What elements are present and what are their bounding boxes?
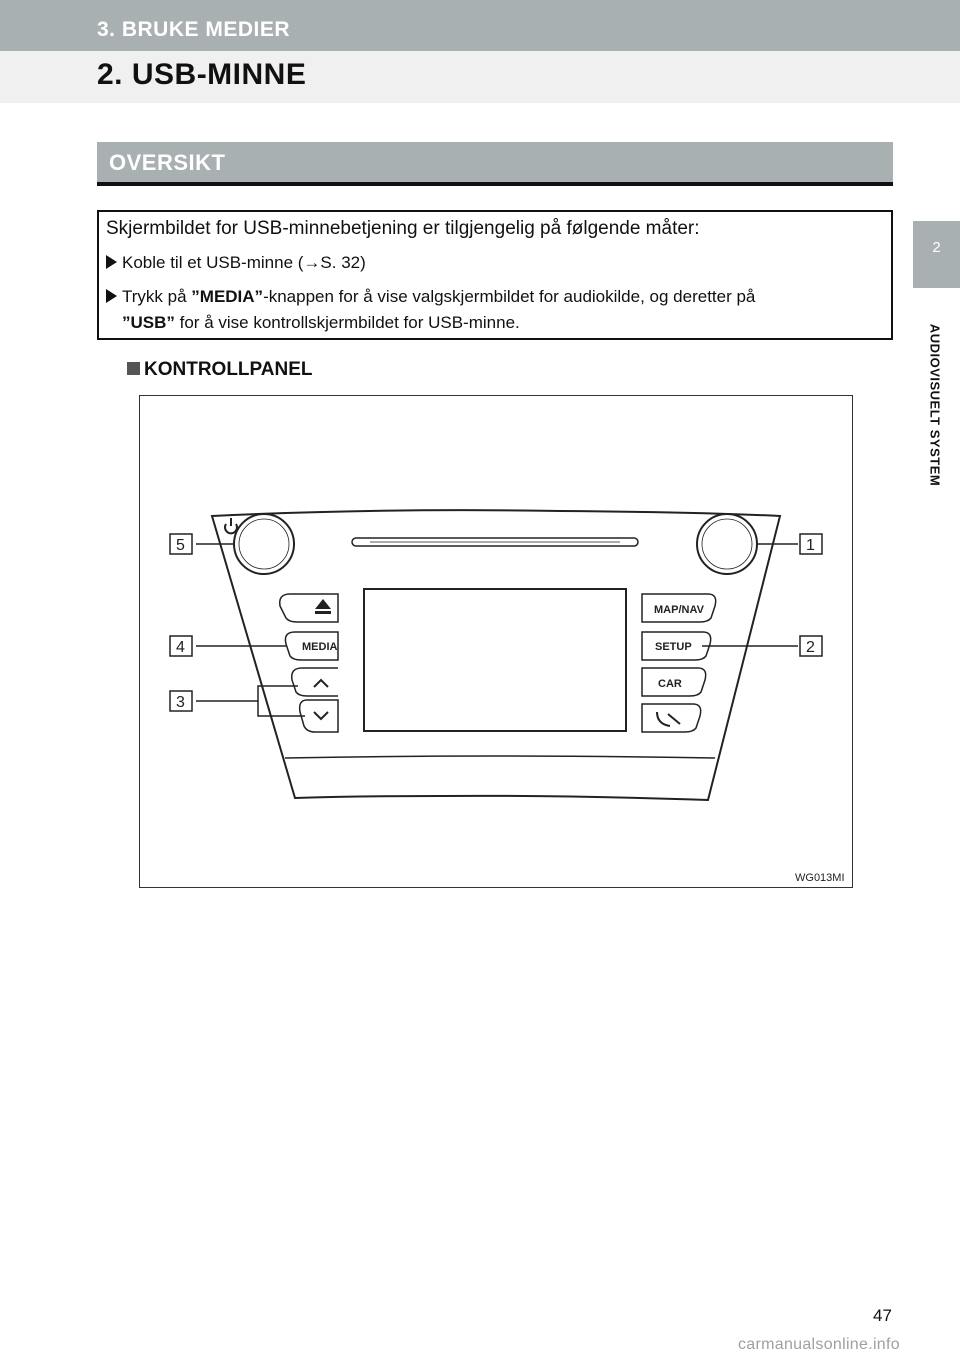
setup-button-label: SETUP (655, 641, 692, 653)
section-title: OVERSIKT (109, 150, 226, 175)
bullet-triangle-icon (106, 255, 117, 269)
control-panel-illustration (140, 396, 852, 887)
watermark: carmanualsonline.info (738, 1336, 900, 1353)
overview-box (97, 210, 893, 340)
usb-keyword: ”USB” (122, 313, 175, 332)
figure-code: WG013MI (795, 872, 845, 884)
panel-heading-text: KONTROLLPANEL (144, 359, 313, 380)
control-panel-figure (139, 395, 853, 888)
eject-icon (315, 599, 331, 614)
map-nav-button-label: MAP/NAV (654, 604, 704, 616)
car-button-label: CAR (658, 678, 682, 690)
overview-item-2: Trykk på ”MEDIA”-knappen for å vise valgskjermbildet for audiokilde, og deretter på ”USB” for å vise kontrollskjermbildet for USB-minne. (106, 284, 888, 336)
callout-2: 2 (806, 639, 815, 656)
page-number: 47 (873, 1306, 892, 1325)
callout-5: 5 (176, 537, 185, 554)
page-title: 2. USB-MINNE (97, 58, 307, 91)
overview-item-1 (106, 250, 888, 276)
callout-1: 1 (806, 537, 815, 554)
chevron-down-icon (314, 712, 328, 719)
chapter-tab-number: 2 (932, 239, 941, 256)
media-keyword: ”MEDIA” (191, 287, 264, 306)
overview-item-1-text: Koble til et USB-minne (→S. 32) (122, 253, 366, 272)
chevron-up-icon (314, 680, 328, 687)
power-icon (225, 518, 237, 533)
chapter-tab-label: AUDIOVISUELT SYSTEM (927, 323, 943, 487)
panel-heading (127, 359, 313, 381)
square-bullet-icon (127, 362, 140, 375)
callout-3: 3 (176, 694, 185, 711)
phone-icon (657, 712, 680, 726)
bullet-triangle-icon (106, 289, 117, 303)
overview-intro: Skjermbildet for USB-minnebetjening er tilgjengelig på følgende måter: (106, 218, 700, 239)
media-button-label: MEDIA (302, 641, 338, 653)
chapter-title: 3. BRUKE MEDIER (97, 18, 291, 41)
callout-4: 4 (176, 639, 185, 656)
section-header (97, 142, 893, 186)
